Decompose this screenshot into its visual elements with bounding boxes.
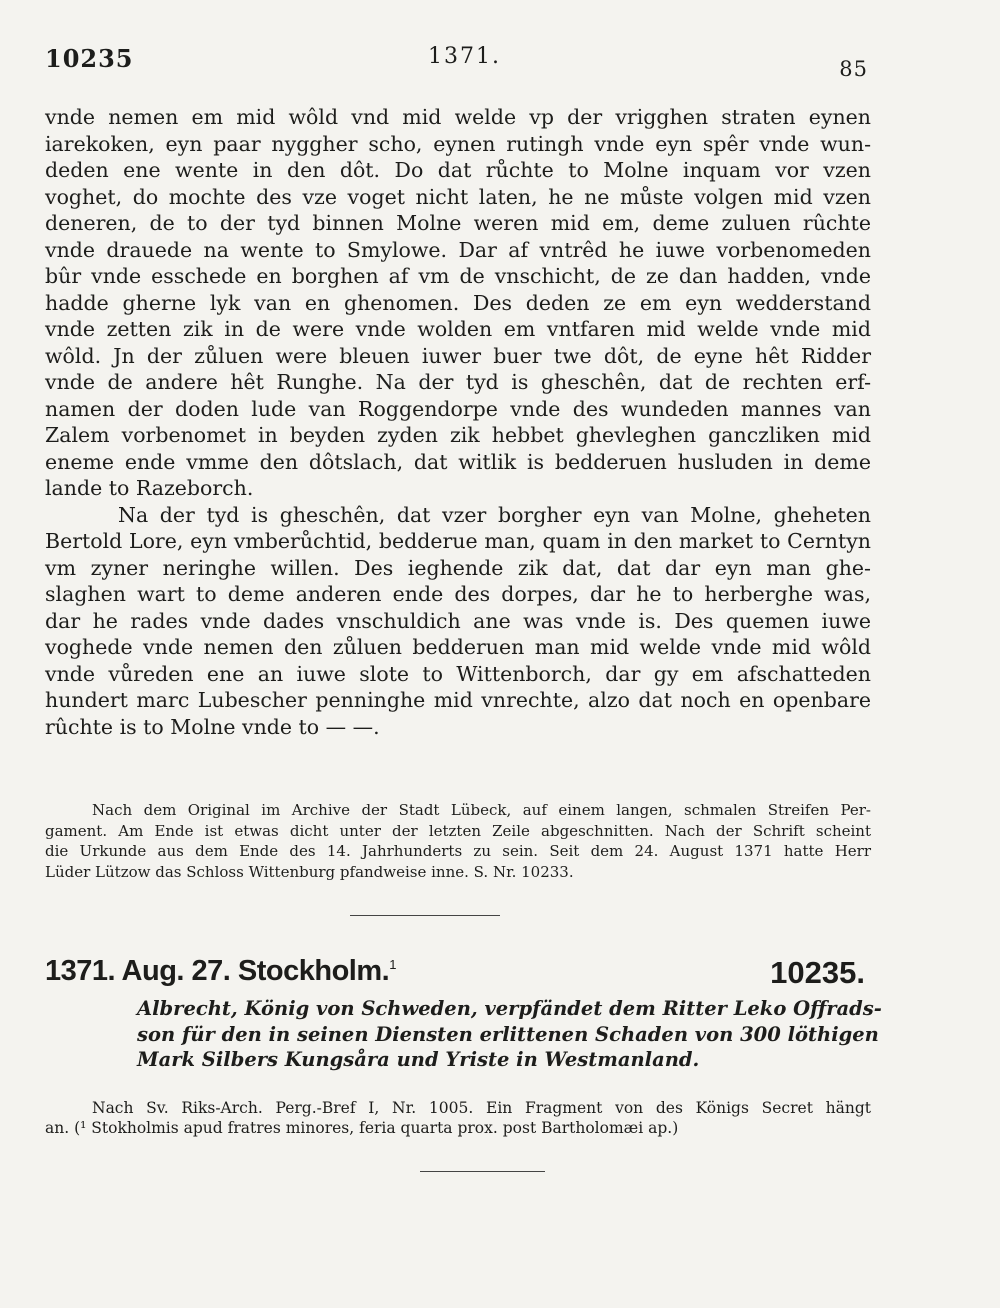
text-line: vnde vůreden ene an iuwe slote to Wittenborch, dar gy em afschatteden <box>45 661 871 686</box>
text-line: lande to Razeborch. <box>45 476 254 500</box>
note-line: die Urkunde aus dem Ende des 14. Jahrhunderts zu sein. Seit dem 24. August 1371 hatte Herr <box>45 842 871 860</box>
text-line: vnde nemen em mid wôld vnd mid welde vp der vrigghen straten eynen <box>45 105 871 129</box>
text-line: vnde de andere hêt Runghe. Na der tyd is gheschên, dat de rechten erf- <box>45 370 871 394</box>
footnote-mark: 1 <box>389 957 396 972</box>
page-number: 85 <box>839 57 868 81</box>
editorial-note <box>45 800 871 882</box>
text-line: dar he rades vnde dades vnschuldich ane was vnde is. Des quemen iuwe <box>45 608 871 633</box>
source-note <box>45 1098 871 1138</box>
source-line: an. (¹ Stokholmis apud fratres minores, feria quarta prox. post Bartholomæi ap.) <box>45 1119 679 1137</box>
note-line: Nach dem Original im Archive der Stadt Lübeck, auf einem langen, schmalen Streifen Per- <box>92 801 871 819</box>
entry-date-place-text: 1371. Aug. 27. Stockholm. <box>45 955 390 987</box>
text-line: rûchte is to Molne vnde to — —. <box>45 714 380 739</box>
section-divider <box>350 915 500 916</box>
entry-number: 10235. <box>770 955 865 990</box>
text-line: vm zyner neringhe willen. Des ieghende zik dat, dat dar eyn man ghe- <box>45 555 871 580</box>
end-divider <box>420 1171 545 1172</box>
entry-summary <box>137 996 882 1073</box>
text-line: namen der doden lude van Roggendorpe vnde des wundeden mannes van <box>45 396 871 421</box>
text-line: iarekoken, eyn paar nyggher scho, eynen rutingh vnde eyn spêr vnde wun- <box>45 131 871 156</box>
paragraph-start-line: Na der tyd is gheschên, dat vzer borgher eyn van Molne, gheheten <box>118 502 871 527</box>
text-line: eneme ende vmme den dôtslach, dat witlik is bedderuen husluden in deme <box>45 449 871 474</box>
text-line: voghede vnde nemen den zůluen bedderuen man mid welde vnde mid wôld <box>45 635 871 659</box>
text-line: hundert marc Lubescher penninghe mid vnrechte, alzo dat noch en openbare <box>45 688 871 712</box>
text-line: vnde drauede na wente to Smylowe. Dar af vntrêd he iuwe vorbenomeden <box>45 237 871 262</box>
text-line: deden ene wente in den dôt. Do dat růchte to Molne inquam vor vzen <box>45 158 871 182</box>
header-document-number: 10235 <box>45 44 134 73</box>
summary-line: Albrecht, König von Schweden, verpfändet dem Ritter Leko Offrads- <box>137 997 882 1020</box>
text-line: bûr vnde esschede en borghen af vm de vnschicht, de ze dan hadden, vnde <box>45 264 871 288</box>
entry-heading <box>45 955 865 995</box>
text-line: Zalem vorbenomet in beyden zyden zik hebbet ghevleghen ganczliken mid <box>45 423 871 447</box>
header-year: 1371. <box>428 44 501 69</box>
text-line: voghet, do mochte des vze voget nicht laten, he ne můste volgen mid vzen <box>45 184 871 209</box>
note-line: gament. Am Ende ist etwas dicht unter der letzten Zeile abgeschnitten. Nach der Schrift scheint <box>45 821 871 840</box>
note-line: Lüder Lützow das Schloss Wittenburg pfandweise inne. S. Nr. 10233. <box>45 862 574 881</box>
text-line: slaghen wart to deme anderen ende des dorpes, dar he to herberghe was, <box>45 582 871 606</box>
summary-line: son für den in seinen Diensten erlittenen Schaden von 300 löthigen <box>137 1022 879 1046</box>
source-line: Nach Sv. Riks-Arch. Perg.-Bref I, Nr. 1005. Ein Fragment von des Königs Secret hängt <box>92 1099 871 1117</box>
text-line: vnde zetten zik in de were vnde wolden em vntfaren mid welde vnde mid <box>45 317 871 341</box>
entry-date-place <box>45 955 396 988</box>
text-line: hadde gherne lyk van en ghenomen. Des deden ze em eyn wedderstand <box>45 290 871 315</box>
main-text <box>45 104 871 740</box>
text-line: wôld. Jn der zůluen were bleuen iuwer buer twe dôt, de eyne hêt Ridder <box>45 343 871 368</box>
text-line: deneren, de to der tyd binnen Molne weren mid em, deme zuluen rûchte <box>45 211 871 235</box>
summary-line: Mark Silbers Kungsåra und Yriste in Westmanland. <box>137 1048 700 1071</box>
text-line: Bertold Lore, eyn vmberůchtid, bedderue man, quam in den market to Cerntyn <box>45 529 871 553</box>
